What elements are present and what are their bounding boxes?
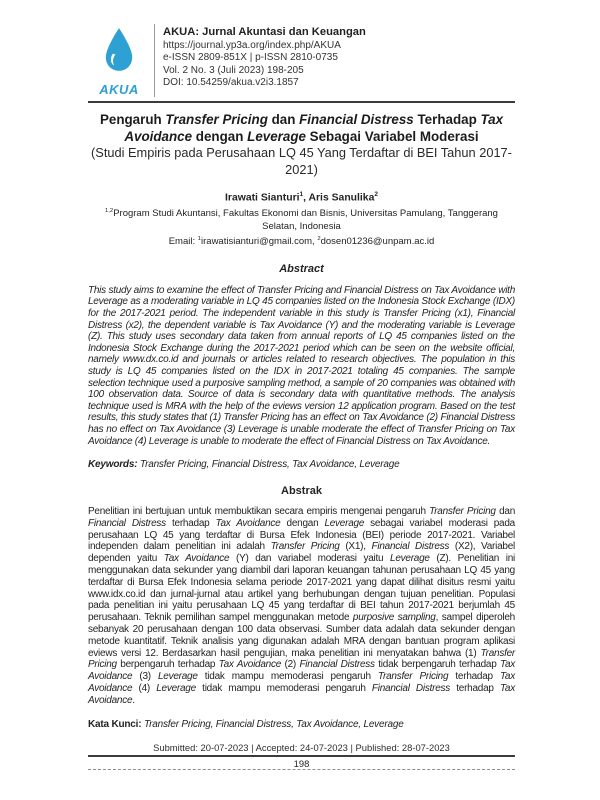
- author-email: Email: $^1$irawatisianturi@gmail.com, $^2$dosen01236@unpam.ac.id: [168, 235, 435, 247]
- journal-title: AKUA: Jurnal Akuntasi dan Keuangan: [163, 26, 366, 38]
- author-names: Irawati Sianturi$^1$, Aris Sanulika$^2$: [225, 191, 378, 204]
- abstract-id-text: Penelitian ini bertujuan untuk membuktikan secara empiris mengenai pengaruh Transfer Pricing dan Financial Distress terhadap Tax Avoidance dengan Leverage sebagai variabel moderasi pada perusahaan LQ 45 yang terdaftar di Bursa Efek Indonesia (BEI) periode 2017-2021. Variabel independen dalam penelitian ini adalah Transfer Pricing (X1), Financial Distress (X2), Variabel dependen yaitu Tax Avoidance (Y) dan variabel moderasi yaitu Leverage (Z). Penelitian ini menggunakan data sekunder yang diambil dari laporan keuangan tahunan perusahaan LQ 45 yang terdaftar di Bursa Efek Indonesia selama periode 2017-2021 yang dapat dilihat disitus resmi yaitu www.idx.co.id dan jurnal-jurnal atau artikel yang berhubungan dengan tujuan penelitian. Populasi pada penelitian ini yaitu perusahaan LQ 45 yang terdaftar di BEI tahun 2017-2021 berjumlah 45 perusahaan. Teknik pemilihan sampel menggunakan metode purposive sampling, sampel diperoleh sebanyak 20 perusahaan dengan 100 data observasi. Sumber data adalah data sekunder dengan metode kuantitatif. Teknik analisis yang digunakan adalah MRA dengan bantuan program aplikasi eviews versi 12. Berdasarkan hasil pengujian, maka penelitian ini menyatakan bahwa (1) Transfer Pricing berpengaruh terhadap Tax Avoidance (2) Financial Distress tidak berpengaruh terhadap Tax Avoidance (3) Leverage tidak mampu memoderasi pengaruh Transfer Pricing terhadap Tax Avoidance (4) Leverage tidak mampu memoderasi pengaruh Financial Distress terhadap Tax Avoidance.: [88, 506, 516, 706]
- akua-logo: [88, 24, 150, 97]
- article-subtitle: (Studi Empiris pada Perusahaan LQ 45 Yang Terdaftar di BEI Tahun 2017-2021): [91, 145, 512, 177]
- logo-wordmark: AKUA: [99, 82, 139, 97]
- keywords-line: Keywords: Transfer Pricing, Financial Distress, Tax Avoidance, Leverage: [88, 459, 400, 471]
- journal-doi: DOI: 10.54259/akua.v2i3.1857: [163, 77, 299, 89]
- abstract-en-text: This study aims to examine the effect of Transfer Pricing and Financial Distress on Tax Avoidance with Leverage as a moderating variable in LQ 45 companies listed on the Indonesia Stock Exchange (IDX) for the 2017-2021 period. The independent variable in this study is Transfer Pricing (x1), Financial Distress (x2), the dependent variable is Tax Avoidance (Y) and the moderating variable is Leverage (Z). This study uses secondary data taken from annual reports of LQ 45 companies listed on the Indonesia Stock Exchange during the 2017-2021 period which can be seen on the website official, namely www.dx.co.id and journals or articles related to research objectives. The population in this study is LQ 45 companies listed on the IDX in 2017-2021 totaling 45 companies. The sample selection technique used a purposive sampling method, a sample of 20 companies was obtained with 100 observation data. Source of data is secondary data with quantitative methods. The analysis technique used is MRA with the help of the eviews version 12 application program. Based on the test results, this study states that (1) Transfer Pricing has an effect on Tax Avoidance (2) Financial Distress has no effect on Tax Avoidance (3) Leverage is unable moderate the effect of Transfer Pricing on Tax Avoidance (4) Leverage is unable to moderate the effect of Financial Distress on Tax Avoidance.: [88, 284, 515, 447]
- water-drop-icon: [98, 26, 140, 76]
- abstract-heading: Abstract: [279, 262, 324, 275]
- article-title: Pengaruh Transfer Pricing dan Financial Distress Terhadap Tax Avoidance dengan Leverage Sebagai Variabel Moderasi: [99, 112, 504, 144]
- page-footer: [88, 742, 515, 770]
- kata-kunci-line: Kata Kunci: Transfer Pricing, Financial Distress, Tax Avoidance, Leverage: [88, 718, 404, 730]
- page-number-rule: [88, 769, 515, 770]
- authors-block: [88, 191, 515, 248]
- journal-masthead: [88, 0, 515, 103]
- journal-volume: Vol. 2 No. 3 (Juli 2023) 198-205: [163, 64, 304, 76]
- masthead-info: [155, 24, 366, 97]
- journal-url: https://journal.yp3a.org/index.php/AKUA: [163, 39, 341, 51]
- abstrak-heading: Abstrak: [281, 485, 322, 498]
- page-content: [88, 0, 515, 730]
- submission-info: Submitted: 20-07-2023 | Accepted: 24-07-2023 | Published: 28-07-2023: [153, 742, 450, 753]
- page-number: 198: [293, 758, 310, 769]
- author-affiliation: $^{1,2}$Program Studi Akuntansi, Fakultas Ekonomi dan Bisnis, Universitas Pamulang, Tanggerang Selatan, Indonesia: [105, 208, 498, 232]
- journal-issn: e-ISSN 2809-851X | p-ISSN 2810-0735: [163, 52, 338, 64]
